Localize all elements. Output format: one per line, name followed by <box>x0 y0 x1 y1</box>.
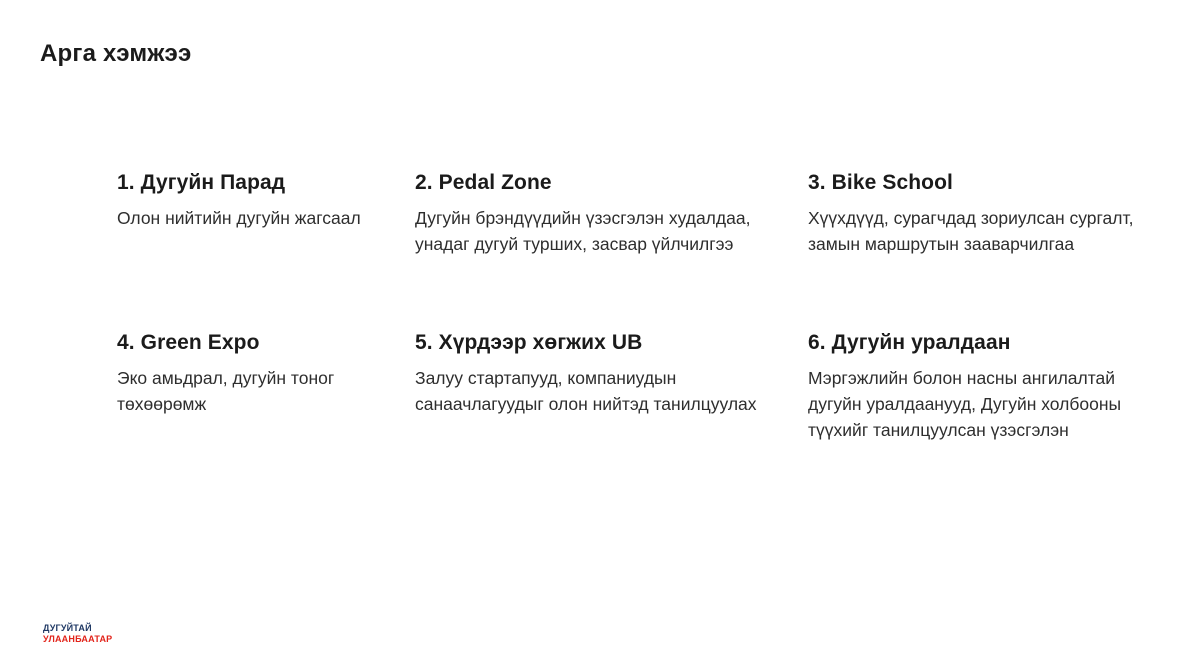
event-description: Эко амьдрал, дугуйн тоног төхөөрөмж <box>117 368 335 415</box>
event-item-3 <box>808 171 1192 331</box>
logo-line-1: ДУГУЙТАЙ <box>43 623 92 633</box>
event-heading: 1. Дугуйн Парад <box>117 171 286 194</box>
logo-line-2: УЛААНБААТАР <box>43 633 113 644</box>
event-item-2 <box>415 171 808 331</box>
event-heading: 2. Pedal Zone <box>415 171 552 194</box>
dugui-tai-ulaanbaatar-logo <box>43 623 112 644</box>
event-heading: 6. Дугуйн уралдаан <box>808 331 1011 354</box>
event-description: Мэргэжлийн болон насны ангилалтай дугуйн уралдаанууд, Дугуйн холбооны түүхийг танилцуулсан үзэсгэлэн <box>808 368 1122 441</box>
event-item-1 <box>117 171 415 331</box>
event-item-6 <box>808 331 1192 491</box>
event-description: Хүүхдүүд, сурагчдад зориулсан сургалт, замын маршрутын зааварчилгаа <box>808 208 1134 255</box>
event-description: Дугуйн брэндүүдийн үзэсгэлэн худалдаа, унадаг дугуй турших, засвар үйлчилгээ <box>415 208 751 255</box>
event-item-5 <box>415 331 808 491</box>
event-description: Олон нийтийн дугуйн жагсаал <box>117 208 361 229</box>
event-heading: 3. Bike School <box>808 171 953 194</box>
events-grid <box>117 171 1192 491</box>
event-heading: 5. Хүрдээр хөгжих UB <box>415 331 643 354</box>
event-item-4 <box>117 331 415 491</box>
event-heading: 4. Green Expo <box>117 331 260 354</box>
page-title: Арга хэмжээ <box>40 40 192 67</box>
event-description: Залуу стартапууд, компаниудын санаачлагуудыг олон нийтэд танилцуулах <box>415 368 757 415</box>
